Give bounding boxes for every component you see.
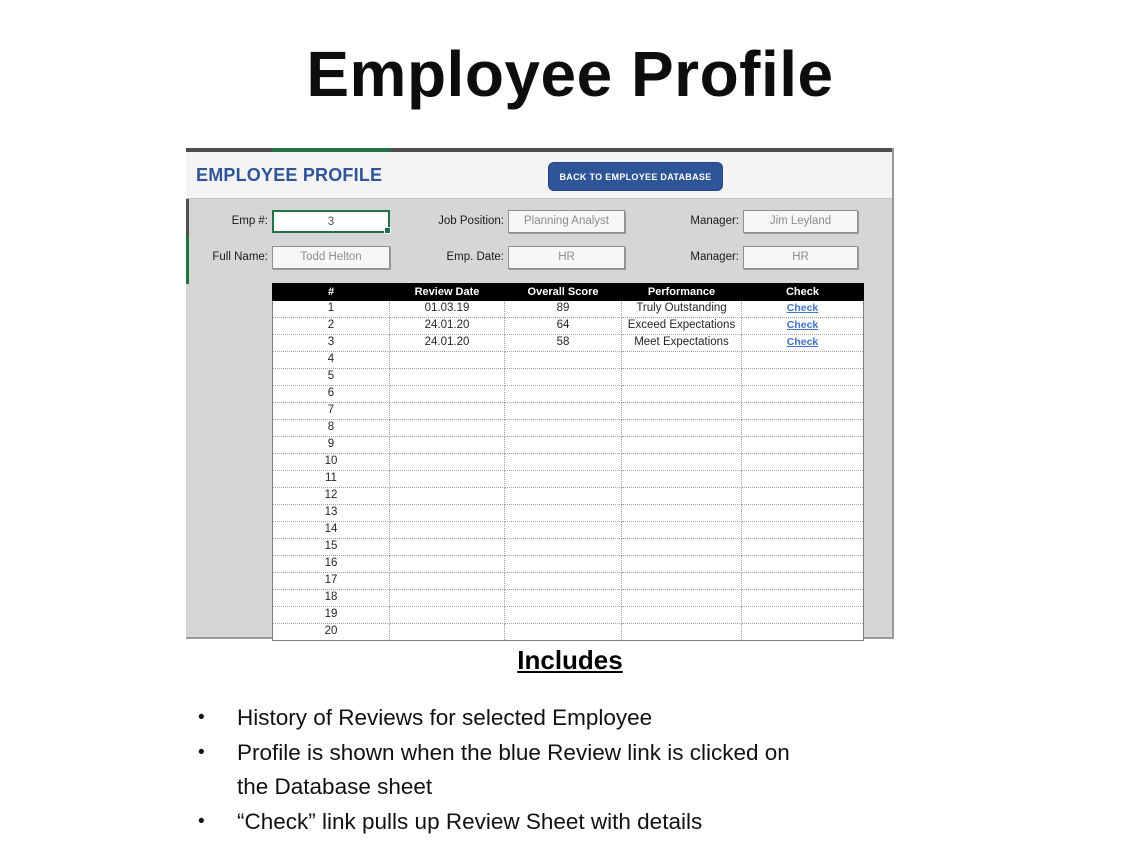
bullet-text: Profile is shown when the blue Review link is clicked on the Database sheet (237, 739, 790, 799)
overall-score-cell (505, 386, 622, 403)
col-header-review-date: Review Date (390, 284, 505, 301)
check-cell (742, 318, 864, 335)
employee-profile-screenshot (186, 148, 894, 639)
table-row (273, 335, 864, 352)
table-row (273, 522, 864, 539)
check-cell (742, 420, 864, 437)
sheet-header-bar (186, 152, 892, 199)
performance-cell (622, 454, 742, 471)
review-date-cell (390, 454, 505, 471)
table-row (273, 539, 864, 556)
table-row (273, 471, 864, 488)
slide-title: Employee Profile (306, 38, 834, 110)
overall-score-cell (505, 369, 622, 386)
overall-score-cell (505, 607, 622, 624)
bullet-item (198, 701, 904, 736)
check-link[interactable]: Check (786, 319, 819, 332)
emp-date-label: Emp. Date: (446, 251, 504, 263)
overall-score-cell: 64 (505, 318, 622, 335)
emp-number-field[interactable] (272, 210, 390, 233)
review-date-cell (390, 573, 505, 590)
review-date-cell (390, 471, 505, 488)
table-row (273, 437, 864, 454)
performance-cell (622, 607, 742, 624)
emp-number-label: Emp #: (231, 215, 268, 227)
review-date-cell (390, 369, 505, 386)
performance-cell (622, 539, 742, 556)
col-header-performance: Performance (622, 284, 742, 301)
review-date-cell (390, 386, 505, 403)
overall-score-cell (505, 488, 622, 505)
table-row (273, 590, 864, 607)
table-row (273, 624, 864, 641)
row-number-cell: 13 (273, 505, 390, 522)
check-cell (742, 522, 864, 539)
bullet-marker: • (198, 707, 205, 728)
includes-bullet-list (198, 701, 904, 839)
row-number-cell: 11 (273, 471, 390, 488)
performance-cell (622, 488, 742, 505)
table-header-row (273, 284, 864, 301)
check-cell (742, 471, 864, 488)
check-cell (742, 590, 864, 607)
performance-cell (622, 522, 742, 539)
row-number-cell: 8 (273, 420, 390, 437)
review-date-cell (390, 522, 505, 539)
performance-cell: Exceed Expectations (622, 318, 742, 335)
check-cell (742, 403, 864, 420)
bullet-text: “Check” link pulls up Review Sheet with details (237, 808, 703, 834)
review-history-table (272, 283, 864, 641)
overall-score-cell (505, 505, 622, 522)
bullet-item (198, 805, 904, 840)
bullet-text: History of Reviews for selected Employee (237, 705, 653, 730)
table-row (273, 505, 864, 522)
selection-edge-left (186, 236, 189, 284)
full-name-label: Full Name: (212, 251, 268, 263)
check-cell (742, 488, 864, 505)
overall-score-cell (505, 471, 622, 488)
performance-cell: Meet Expectations (622, 335, 742, 352)
manager-field[interactable]: Jim Leyland (743, 210, 858, 233)
check-cell (742, 301, 864, 318)
check-cell (742, 369, 864, 386)
manager2-label: Manager: (690, 251, 739, 263)
check-cell (742, 437, 864, 454)
manager2-field[interactable]: HR (743, 246, 858, 269)
back-to-database-button[interactable]: BACK TO EMPLOYEE DATABASE (548, 162, 723, 191)
check-cell (742, 624, 864, 641)
overall-score-cell (505, 556, 622, 573)
row-number-cell: 3 (273, 335, 390, 352)
table-row (273, 318, 864, 335)
row-number-cell: 5 (273, 369, 390, 386)
overall-score-cell (505, 352, 622, 369)
review-date-cell (390, 590, 505, 607)
emp-number-value: 3 (327, 216, 335, 228)
row-number-cell: 7 (273, 403, 390, 420)
overall-score-cell (505, 539, 622, 556)
overall-score-cell (505, 624, 622, 641)
review-date-cell (390, 352, 505, 369)
overall-score-cell (505, 420, 622, 437)
check-cell (742, 386, 864, 403)
row-number-cell: 2 (273, 318, 390, 335)
check-link[interactable]: Check (786, 302, 819, 315)
performance-cell (622, 437, 742, 454)
table-row (273, 556, 864, 573)
performance-cell (622, 352, 742, 369)
review-date-cell (390, 607, 505, 624)
overall-score-cell: 89 (505, 301, 622, 318)
manager-label: Manager: (690, 215, 739, 227)
table-row (273, 488, 864, 505)
check-cell (742, 335, 864, 352)
full-name-field[interactable]: Todd Helton (272, 246, 390, 269)
check-cell (742, 573, 864, 590)
overall-score-cell: 58 (505, 335, 622, 352)
review-date-cell (390, 420, 505, 437)
table-row (273, 386, 864, 403)
table-row (273, 403, 864, 420)
overall-score-cell (505, 437, 622, 454)
review-date-cell (390, 624, 505, 641)
table-row (273, 369, 864, 386)
performance-cell (622, 624, 742, 641)
col-header-number: # (273, 284, 390, 301)
col-header-check: Check (742, 284, 864, 301)
includes-heading: Includes (517, 645, 623, 675)
overall-score-cell (505, 590, 622, 607)
review-date-cell: 01.03.19 (390, 301, 505, 318)
review-date-cell (390, 556, 505, 573)
table-row (273, 420, 864, 437)
review-date-cell (390, 488, 505, 505)
row-number-cell: 14 (273, 522, 390, 539)
performance-cell (622, 590, 742, 607)
row-number-cell: 16 (273, 556, 390, 573)
check-cell (742, 556, 864, 573)
check-cell (742, 539, 864, 556)
review-date-cell (390, 539, 505, 556)
performance-cell: Truly Outstanding (622, 301, 742, 318)
job-position-field[interactable]: Planning Analyst (508, 210, 625, 233)
row-number-cell: 1 (273, 301, 390, 318)
row-number-cell: 19 (273, 607, 390, 624)
row-number-cell: 9 (273, 437, 390, 454)
check-cell (742, 505, 864, 522)
row-number-cell: 15 (273, 539, 390, 556)
row-number-cell: 12 (273, 488, 390, 505)
review-date-cell: 24.01.20 (390, 318, 505, 335)
review-date-cell (390, 505, 505, 522)
performance-cell (622, 573, 742, 590)
bullet-marker: • (198, 741, 205, 763)
performance-cell (622, 420, 742, 437)
bullet-item (198, 736, 904, 805)
check-cell (742, 607, 864, 624)
check-cell (742, 454, 864, 471)
overall-score-cell (505, 573, 622, 590)
performance-cell (622, 369, 742, 386)
table-row (273, 301, 864, 318)
review-date-cell: 24.01.20 (390, 335, 505, 352)
performance-cell (622, 556, 742, 573)
check-cell (742, 352, 864, 369)
row-number-cell: 17 (273, 573, 390, 590)
performance-cell (622, 505, 742, 522)
overall-score-cell (505, 403, 622, 420)
row-number-cell: 4 (273, 352, 390, 369)
overall-score-cell (505, 522, 622, 539)
table-row (273, 352, 864, 369)
col-header-overall-score: Overall Score (505, 284, 622, 301)
row-number-cell: 6 (273, 386, 390, 403)
review-date-cell (390, 403, 505, 420)
table-row (273, 454, 864, 471)
row-number-cell: 18 (273, 590, 390, 607)
table-row (273, 607, 864, 624)
bullet-marker: • (198, 810, 205, 832)
fill-handle[interactable] (384, 227, 391, 234)
job-position-label: Job Position: (438, 215, 504, 227)
check-link[interactable]: Check (786, 336, 819, 349)
emp-date-field[interactable]: HR (508, 246, 625, 269)
row-number-cell: 20 (273, 624, 390, 641)
performance-cell (622, 386, 742, 403)
sheet-title: EMPLOYEE PROFILE (196, 165, 383, 185)
performance-cell (622, 403, 742, 420)
overall-score-cell (505, 454, 622, 471)
table-row (273, 573, 864, 590)
performance-cell (622, 471, 742, 488)
review-date-cell (390, 437, 505, 454)
review-table-body (273, 301, 864, 641)
row-number-cell: 10 (273, 454, 390, 471)
